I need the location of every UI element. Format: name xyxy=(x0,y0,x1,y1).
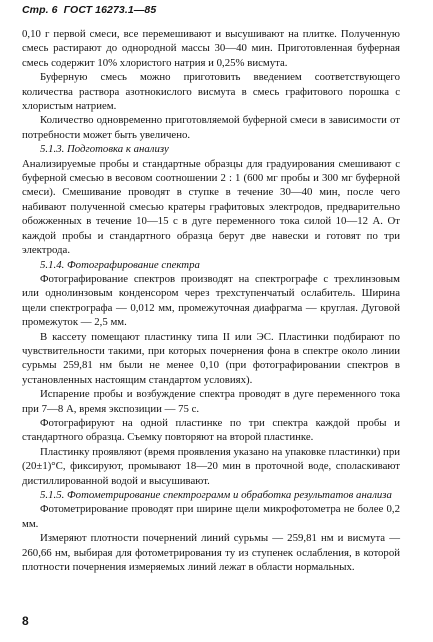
paragraph-9: Пластинку проявляют (время проявления указано на упаковке пластинки) при (20±1)°С, фиксируют, промывают 18—20 мин в проточной воде, споласкивают дистиллированной водой и высушивают. xyxy=(22,445,400,487)
body-text xyxy=(22,27,400,574)
page-label: Стр. 6 xyxy=(22,4,58,16)
paragraph-1: 0,10 г первой смеси, все перемешивают и высушивают на плитке. Полученную смесь растирают до однородной массы 30—40 мин. Приготовленная буферная смесь содержит 10% хлористого натрия и 0,25% висмута. xyxy=(22,28,400,69)
paragraph-4: Анализируемые пробы и стандартные образцы для градуирования смешивают с буферной смесью в весовом соотношении 2 : 1 (600 мг пробы и 300 мг буферной смеси). Смешивание проводят в ступке в течение 30—40 мин, после чего набивают полученной смесью кратеры графитовых электродов, предварительно обожженных в течение 10—15 с в дуге переменного тока силой 10—12 А. От каждой пробы и стандартного образца берут две навески и готовят по три электрода. xyxy=(22,157,400,257)
section-heading-5-1-4: 5.1.4. Фотографирование спектра xyxy=(40,258,200,271)
section-heading-5-1-5: 5.1.5. Фотометрирование спектрограмм и обработка результатов анализа xyxy=(40,489,392,501)
page-header xyxy=(22,4,159,16)
paragraph-8: Фотографируют на одной пластинке по три спектра каждой пробы и стандартного образца. Съемку повторяют на второй пластинке. xyxy=(22,416,400,444)
page-number: 8 xyxy=(22,614,29,628)
section-heading-5-1-3: 5.1.3. Подготовка к анализу xyxy=(40,143,169,156)
paragraph-7: Испарение пробы и возбуждение спектра проводят в дуге переменного тока при 7—8 А, время экспозиции — 75 с. xyxy=(22,388,400,415)
paragraph-3: Количество одновременно приготовляемой буферной смеси в зависимости от потребности может быть увеличено. xyxy=(22,114,400,141)
paragraph-10: Фотометрирование проводят при ширине щели микрофотометра не более 0,2 мм. xyxy=(22,503,400,530)
paragraph-11: Измеряют плотности почернений линий сурьмы — 259,81 нм и висмута — 260,66 нм, выбирая для фотометрирования ту из ступенек ослабления, в которой плотности почернения измеряемых линий лежат в области нормальных. xyxy=(22,532,400,574)
paragraph-6: В кассету помещают пластинку типа II или ЭС. Пластинки подбирают по чувствительности такими, при которых почернения фона в спектре около линии сурьмы 259,81 нм были не менее 0,10 (при фотографировании спектров в установленных настоящим стандартом условиях). xyxy=(22,330,400,386)
paragraph-5: Фотографирование спектров производят на спектрографе с трехлинзовым или однолинзовым конденсором через трехступенчатый ослабитель. Ширина щели спектрографа — 0,012 мм, промежуточная диафрагма — круглая. Дуговой промежуток — 2,5 мм. xyxy=(22,272,400,329)
paragraph-2: Буферную смесь можно приготовить введением соответствующего количества раствора азотнокислого висмута в смесь графитового порошка с хлористым натрием. xyxy=(22,71,400,113)
standard-code: ГОСТ 16273.1—85 xyxy=(63,4,157,16)
